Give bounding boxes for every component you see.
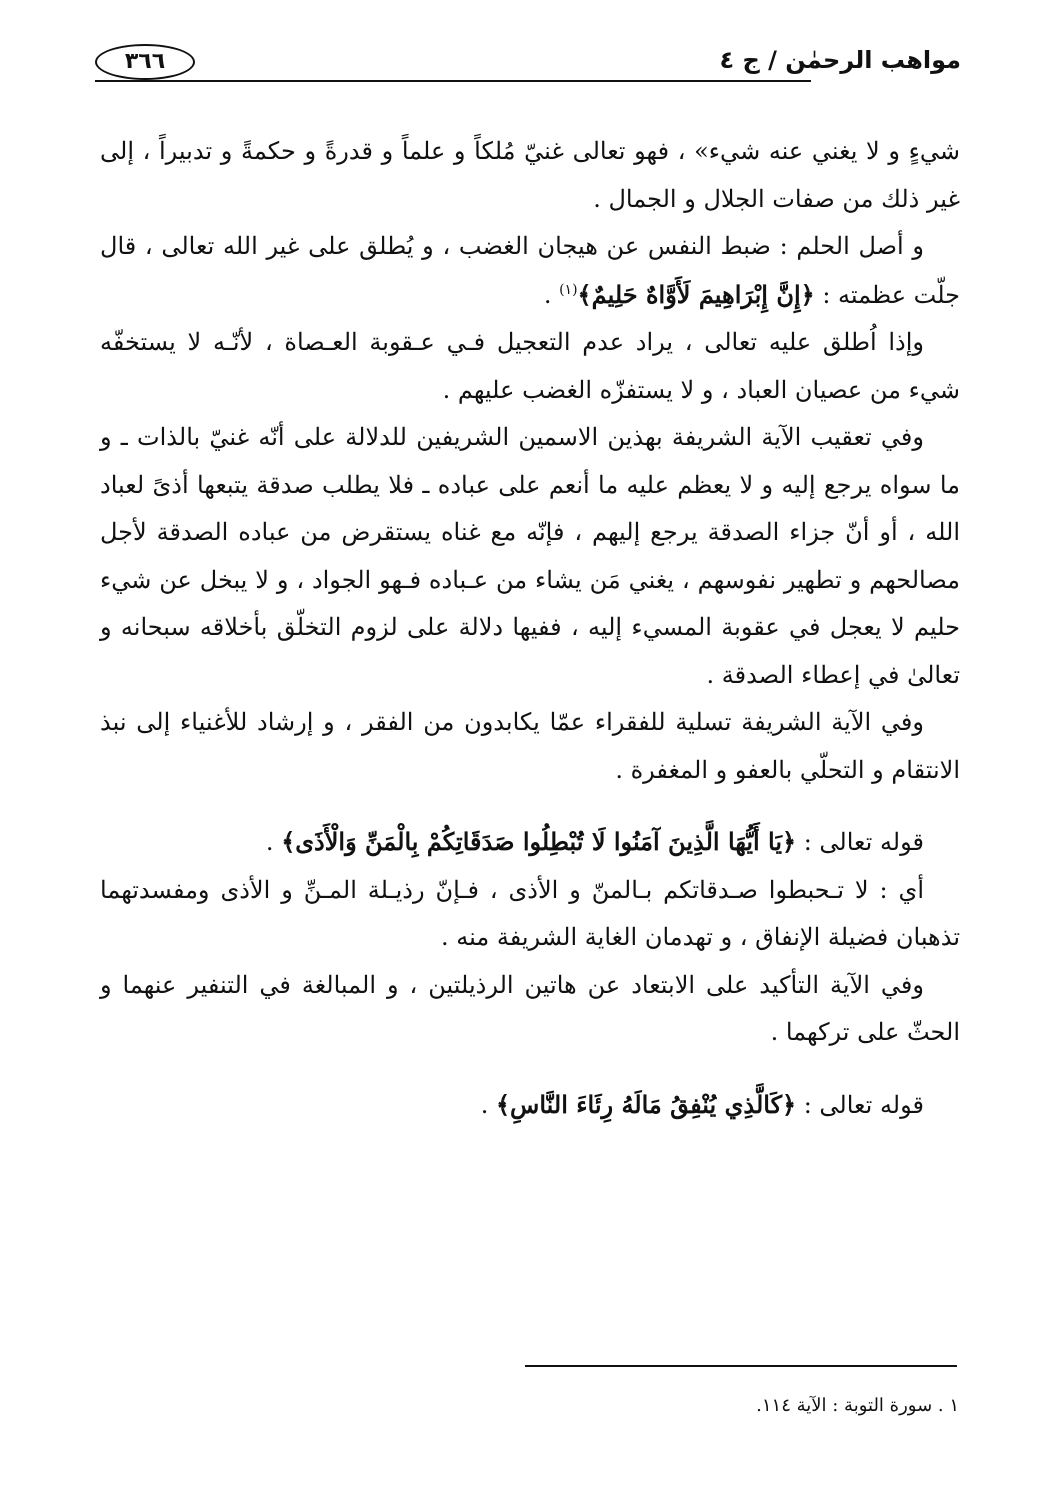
paragraph-3: وإذا اُطلق عليه تعالى ، يراد عدم التعجيل فـي عـقوبة العـصاة ، لأنّـه لا يستخفّه شيء من عصيان العباد ، و لا يستفزّه الغضب عليهم . (100, 328, 960, 404)
paragraph-7: أي : لا تـحبطوا صـدقاتكم بـالمنّ و الأذى ، فـإنّ رذيـلة المـنِّ و الأذى ومفسدتهما تذهبان فضيلة الإنفاق ، و تهدمان الغاية الشريفة منه . (100, 875, 960, 951)
page-header (95, 40, 961, 90)
verse-heading-intro: قوله تعالى : (796, 1090, 924, 1119)
paragraph-5: وفي الآية الشريفة تسلية للفقراء عمّا يكابدون من الفقر ، و إرشاد للأغنياء إلى نبذ الانتقام و التحلّي بالعفو و المغفرة . (100, 708, 960, 784)
header-rule (95, 80, 811, 82)
quran-verse: ﴿يَا أَيُّهَا الَّذِينَ آمَنُوا لَا تُبْطِلُوا صَدَقَاتِكُمْ بِالْمَنِّ وَالْأَذَى﴾ (281, 827, 797, 856)
verse-heading-end: . (265, 828, 282, 856)
footnote-reference: (١) (559, 281, 578, 298)
paragraph-1: شيءٍ و لا يغني عنه شيء» ، فهو تعالى غنيّ مُلكاً و علماً و قدرةً و حكمةً و تدبيراً ، إلى غير ذلك من صفات الجلال و الجمال . (100, 137, 960, 213)
verse-heading-1 (100, 818, 960, 867)
verse-heading-2 (100, 1081, 960, 1130)
page-number: ٣٦٦ (95, 44, 195, 80)
verse-heading-intro: قوله تعالى : (796, 828, 924, 856)
paragraph-2-text: و أصل الحلم : ضبط النفس عن هيجان الغضب ، و يُطلق على غير الله تعالى ، قال جلّت عظمته : (100, 232, 960, 309)
quran-verse: ﴿كَالَّذِي يُنْفِقُ مَالَهُ رِئَاءَ النَّاسِ﴾ (495, 1089, 797, 1119)
quran-verse: ﴿إِنَّ إِبْرَاهِيمَ لَأَوَّاهٌ حَلِيمٌ﴾ (577, 279, 815, 309)
paragraph-2 (100, 223, 960, 319)
footnote-1: ١ . سورة التوبة : الآية ١١٤. (756, 1395, 959, 1416)
verse-heading-end: . (480, 1090, 496, 1119)
paragraph-2-end: . (543, 280, 560, 309)
running-title: مواهب الرحمٰن / ج ٤ (719, 46, 961, 74)
paragraph-4: وفي تعقيب الآية الشريفة بهذين الاسمين الشريفين للدلالة على أنّه غنيّ بالذات ـ و ما سواه يرجع إليه و لا يعظم عليه ما أنعم على عباده ـ فلا يطلب صدقة يتبعها أذىً لعباد الله ، أو أنّ جزاء الصدقة يرجع إليهم ، فإنّه مع غناه يستقرض من عباده الصدقة لأجل مصالحهم و تطهير نفوسهم ، يغني مَن يشاء من عـباده فـهو الجواد ، و لا يبخل عن شيء حليم لا يعجل في عقوبة المسيء إليه ، ففيها دلالة على لزوم التخلّق بأخلاقه سبحانه و تعالىٰ في إعطاء الصدقة . (100, 423, 960, 689)
footnote-rule (525, 1365, 957, 1367)
main-text (100, 128, 960, 1129)
paragraph-8: وفي الآية التأكيد على الابتعاد عن هاتين الرذيلتين ، و المبالغة في التنفير عنهما و الحثّ على تركهما . (100, 970, 960, 1046)
